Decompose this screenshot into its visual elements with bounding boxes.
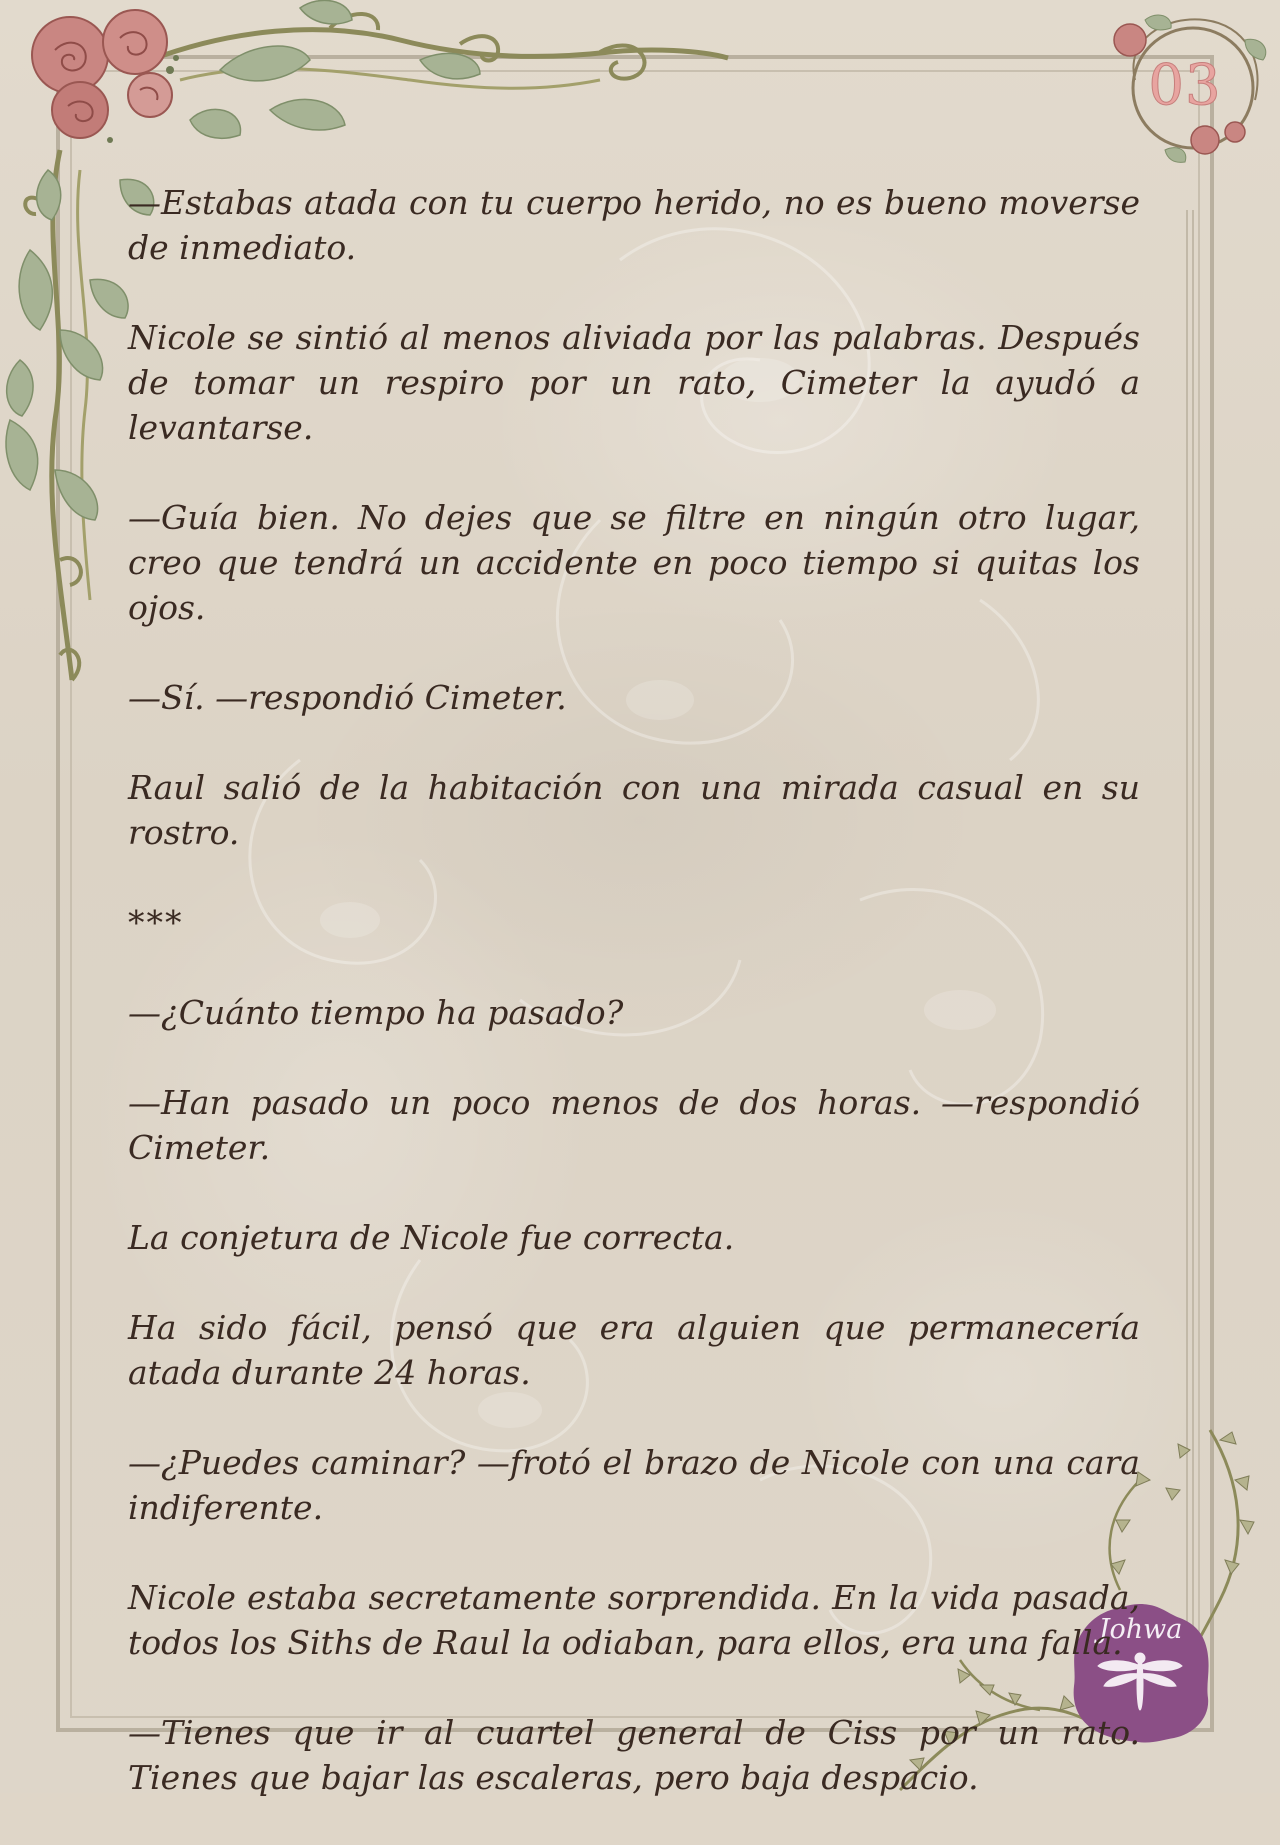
paragraph: —Sí. —respondió Cimeter.	[128, 678, 567, 717]
paragraph: —Estabas atada con tu cuerpo herido, no es bueno moverse de inmediato.	[128, 183, 1140, 267]
chapter-text	[128, 180, 1140, 1845]
paragraph: —Tienes que ir al cuartel general de Ciss por un rato. Tienes que bajar las escaleras, pero baja despacio.	[128, 1713, 1140, 1797]
paragraph: Raul salió de la habitación con una mirada casual en su rostro.	[128, 768, 1140, 852]
scene-separator: ***	[128, 903, 184, 942]
paragraph: La conjetura de Nicole fue correcta.	[128, 1218, 735, 1257]
paragraph: —¿Puedes caminar? —frotó el brazo de Nicole con una cara indiferente.	[128, 1443, 1140, 1527]
paragraph: —Guía bien. No dejes que se filtre en ningún otro lugar, creo que tendrá un accidente en poco tiempo si quitas los ojos.	[128, 498, 1140, 627]
page-number: 03	[1148, 53, 1222, 118]
paragraph: Ha sido fácil, pensó que era alguien que permanecería atada durante 24 horas.	[128, 1308, 1140, 1392]
publisher-badge-label: Johwa	[1098, 1614, 1183, 1645]
paragraph: Nicole se sintió al menos aliviada por las palabras. Después de tomar un respiro por un rato, Cimeter la ayudó a levantarse.	[128, 318, 1140, 447]
paragraph: —Han pasado un poco menos de dos horas. —respondió Cimeter.	[128, 1083, 1140, 1167]
paragraph: Nicole estaba secretamente sorprendida. En la vida pasada, todos los Siths de Raul la odiaban, para ellos, era una falla.	[128, 1578, 1140, 1662]
paragraph: —¿Cuánto tiempo ha pasado?	[128, 993, 624, 1032]
